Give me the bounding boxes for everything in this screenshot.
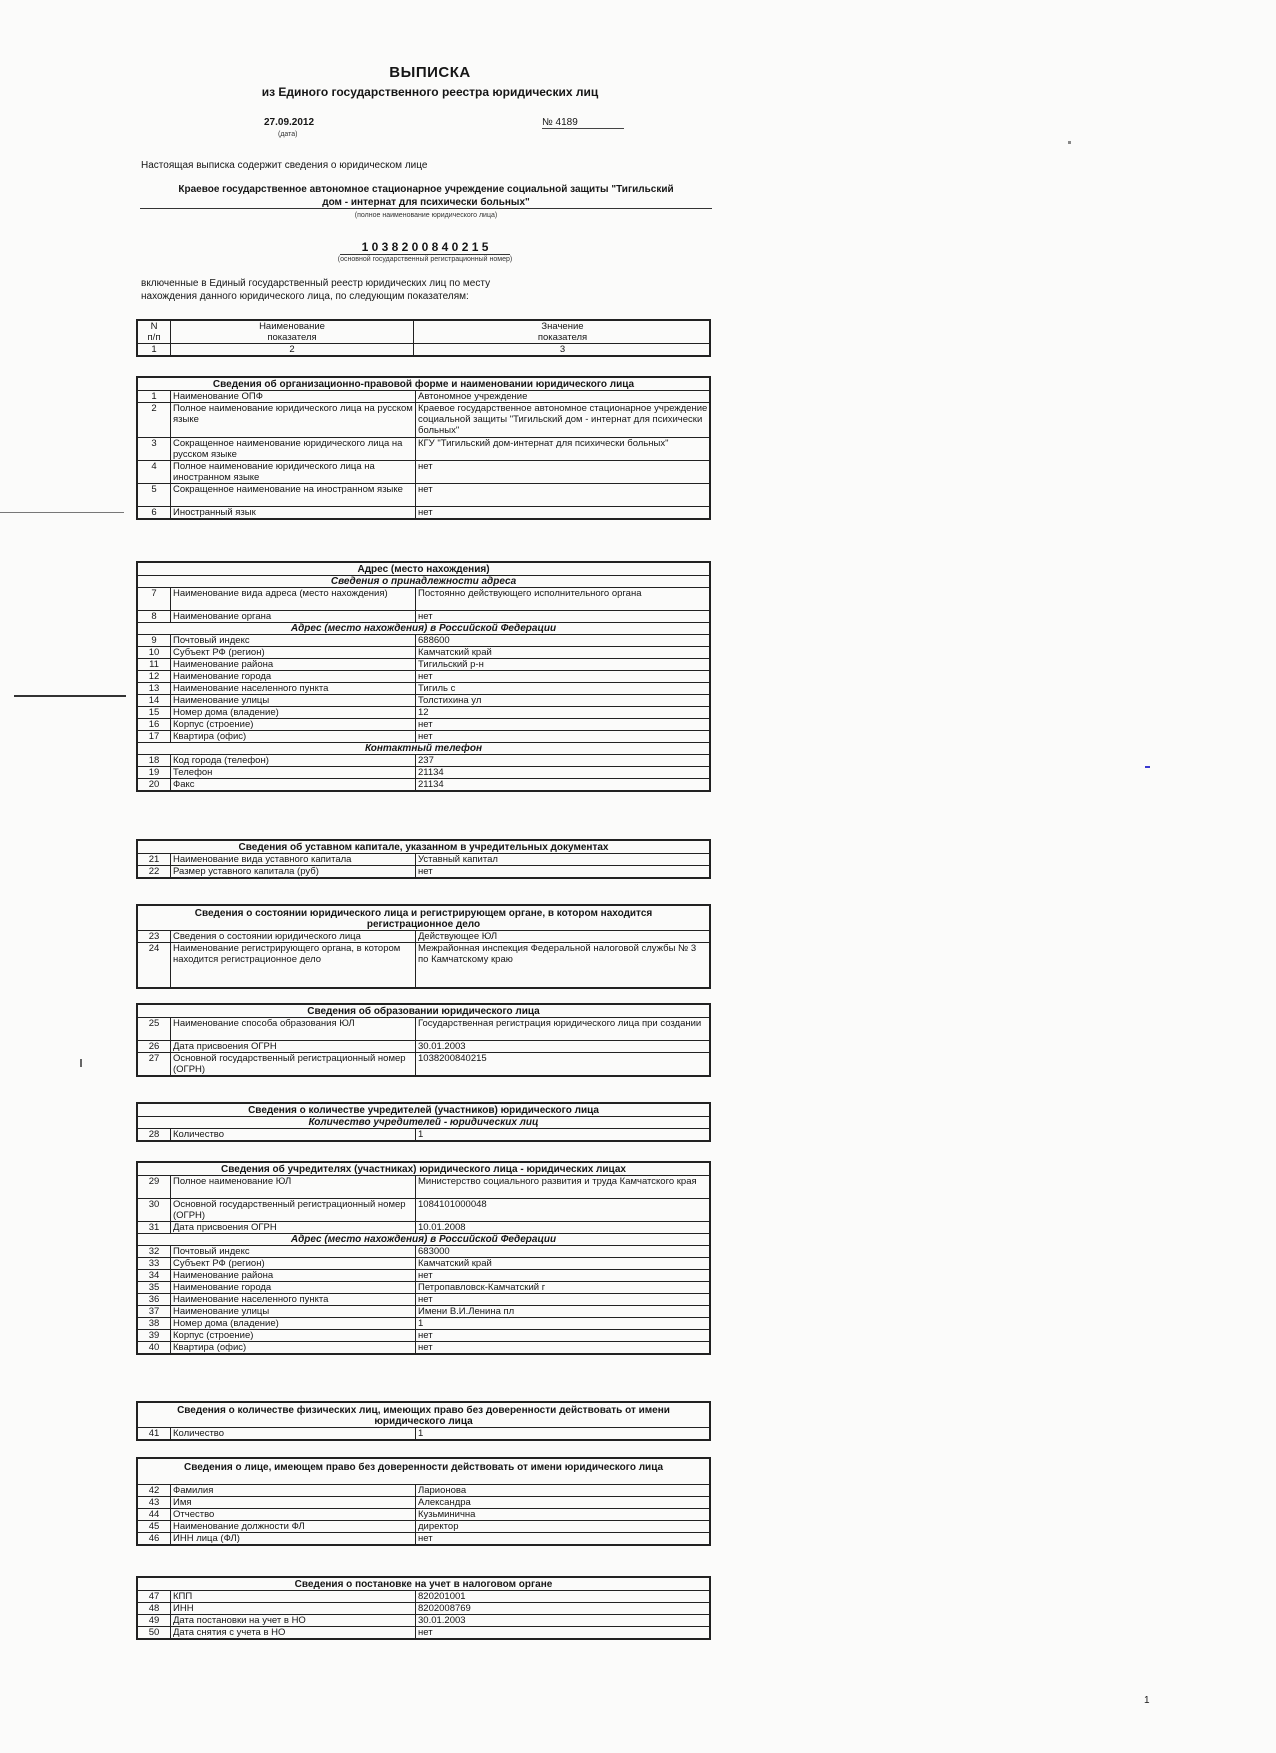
ogrn-caption: (основной государственный регистрационный номер) [337,256,513,263]
row-indicator-value: нет [418,461,433,472]
row-indicator-name: Дата присвоения ОГРН [171,1222,416,1233]
row-indicator-value: Автономное учреждение [418,391,528,402]
row-indicator-value: Межрайонная инспекция Федеральной налоговой службы № 3 по Камчатскому краю [418,943,697,965]
table-row [138,611,709,623]
row-indicator-name: Основной государственный регистрационный номер (ОГРН) [171,1199,416,1221]
row-number: 5 [138,484,171,506]
row-indicator-value: 8202008769 [418,1603,471,1614]
scan-dot [1145,766,1150,768]
section-org-form [136,376,711,520]
table-row [138,1318,709,1330]
row-indicator-value: 683000 [418,1246,450,1257]
row-indicator-name: Наименование района [171,1270,416,1281]
table-row [138,767,709,779]
document-subtitle: из Единого государственного реестра юридических лиц [261,85,599,99]
table-row [138,403,709,438]
row-number: 25 [138,1018,171,1040]
document-title: ВЫПИСКА [389,64,471,81]
row-indicator-name: Полное наименование юридического лица на иностранном языке [171,461,416,483]
row-number: 23 [138,931,171,942]
table-row [138,1199,709,1222]
row-indicator-value: 820201001 [418,1591,466,1602]
row-number: 38 [138,1318,171,1329]
row-indicator-value: 1 [418,1428,424,1439]
row-number: 24 [138,943,171,987]
table-row [138,1053,709,1075]
row-number: 37 [138,1306,171,1317]
row-indicator-value: 21134 [418,779,444,790]
section-subheader: Контактный телефон [138,743,709,755]
row-indicator-value: директор [418,1521,459,1532]
row-indicator-value: Александра [418,1497,471,1508]
row-indicator-name: Корпус (строение) [171,1330,416,1341]
row-number: 44 [138,1509,171,1520]
table-row [138,866,709,877]
row-indicator-name: Наименование улицы [171,1306,416,1317]
row-indicator-name: Иностранный язык [171,507,416,518]
row-indicator-name: Наименование регистрирующего органа, в котором находится регистрационное дело [171,943,416,987]
section-founders [136,1161,711,1355]
row-indicator-name: Почтовый индекс [171,635,416,646]
row-number: 26 [138,1041,171,1052]
row-number: 18 [138,755,171,766]
row-indicator-name: Субъект РФ (регион) [171,647,416,658]
section-subheader: Адрес (место нахождения) в Российской Федерации [138,1234,709,1246]
row-number: 9 [138,635,171,646]
row-indicator-value: 21134 [418,767,444,778]
row-number: 35 [138,1282,171,1293]
table-row [138,1306,709,1318]
row-indicator-value: нет [418,484,433,495]
table-row [138,1176,709,1199]
extract-date: 27.09.2012 [264,117,315,128]
table-row [138,1533,709,1544]
col-name-header: Наименование показателя [171,321,414,343]
table-row [138,1627,709,1638]
scan-line [0,512,124,513]
row-number: 7 [138,588,171,610]
table-row [138,1497,709,1509]
row-number: 45 [138,1521,171,1532]
row-number: 6 [138,507,171,518]
row-indicator-value: Камчатский край [418,647,492,658]
row-indicator-value: 12 [418,707,429,718]
row-number: 27 [138,1053,171,1075]
row-indicator-name: Количество [171,1428,416,1439]
section-header: Адрес (место нахождения) [138,563,709,576]
row-indicator-name: Размер уставного капитала (руб) [171,866,416,877]
section-header: Сведения об образовании юридического лица [138,1005,709,1018]
section-header: Сведения о постановке на учет в налоговом органе [138,1578,709,1591]
row-indicator-value: нет [418,1627,433,1638]
row-number: 29 [138,1176,171,1198]
row-indicator-value: 1084101000048 [418,1199,487,1210]
row-number: 46 [138,1533,171,1544]
table-row [138,635,709,647]
section-representative [136,1457,711,1546]
table-row [138,647,709,659]
row-indicator-value: КГУ "Тигильский дом-интернат для психически больных" [418,438,669,449]
row-number: 21 [138,854,171,865]
row-indicator-value: Тигильский р-н [418,659,484,670]
org-full-name-line2: дом - интернат для психически больных" [140,197,712,209]
row-number: 11 [138,659,171,670]
table-row [138,1330,709,1342]
row-indicator-name: Наименование способа образования ЮЛ [171,1018,416,1040]
row-indicator-name: Отчество [171,1509,416,1520]
row-indicator-name: Сведения о состоянии юридического лица [171,931,416,942]
section-subheader: Сведения о принадлежности адреса [138,576,709,588]
row-number: 3 [138,438,171,460]
row-number: 19 [138,767,171,778]
row-number: 28 [138,1129,171,1140]
row-indicator-name: Наименование вида уставного капитала [171,854,416,865]
row-number: 1 [138,391,171,402]
column-header-table [136,319,711,357]
row-indicator-value: Действующее ЮЛ [418,931,498,942]
table-row [138,438,709,461]
row-indicator-name: Наименование улицы [171,695,416,706]
row-number: 10 [138,647,171,658]
row-indicator-name: Квартира (офис) [171,731,416,742]
row-indicator-name: Субъект РФ (регион) [171,1258,416,1269]
row-number: 39 [138,1330,171,1341]
table-row [138,943,709,987]
section-founders-count [136,1102,711,1142]
row-indicator-name: Наименование должности ФЛ [171,1521,416,1532]
section-header: Сведения о количестве учредителей (участников) юридического лица [138,1104,709,1117]
row-indicator-name: Сокращенное наименование юридического лица на русском языке [171,438,416,460]
intro-text: Настоящая выписка содержит сведения о юридическом лице [141,160,428,171]
row-indicator-value: Постоянно действующего исполнительного органа [418,588,642,599]
page-number: 1 [1144,1695,1150,1706]
row-number: 36 [138,1294,171,1305]
included-text-line1: включенные в Единый государственный реестр юридических лиц по месту [141,278,491,289]
row-indicator-name: ИНН [171,1603,416,1614]
org-name-caption: (полное наименование юридического лица) [354,212,498,219]
section-representatives-count [136,1401,711,1441]
col-index-2: 2 [171,344,414,355]
table-row [138,461,709,484]
row-indicator-value: Петропавловск-Камчатский г [418,1282,546,1293]
table-row [138,1294,709,1306]
table-row [138,695,709,707]
row-indicator-name: Телефон [171,767,416,778]
row-indicator-name: Полное наименование юридического лица на русском языке [171,403,416,437]
row-indicator-value: Ларионова [418,1485,467,1496]
row-number: 50 [138,1627,171,1638]
row-indicator-value: нет [418,611,433,622]
table-row [138,391,709,403]
row-indicator-name: Полное наименование ЮЛ [171,1176,416,1198]
row-indicator-value: 688600 [418,635,450,646]
row-indicator-value: Уставный капитал [418,854,498,865]
row-indicator-name: Наименование города [171,671,416,682]
row-indicator-name: Дата присвоения ОГРН [171,1041,416,1052]
row-indicator-value: 30.01.2003 [418,1615,466,1626]
table-row [138,1615,709,1627]
row-number: 2 [138,403,171,437]
row-number: 8 [138,611,171,622]
table-row [138,671,709,683]
row-number: 12 [138,671,171,682]
row-number: 34 [138,1270,171,1281]
row-indicator-name: Наименование района [171,659,416,670]
org-full-name-line1: Краевое государственное автономное стационарное учреждение социальной защиты "Тигильский [178,184,674,195]
row-number: 49 [138,1615,171,1626]
ogrn-number: 1 0 3 8 2 0 0 8 4 0 2 1 5 [340,240,510,255]
table-row [138,1521,709,1533]
date-caption: (дата) [278,131,298,138]
table-row [138,683,709,695]
table-row [138,1041,709,1053]
extract-number [542,117,624,129]
row-indicator-value: 10.01.2008 [418,1222,466,1233]
row-indicator-name: Наименование населенного пункта [171,1294,416,1305]
row-indicator-value: Кузьминична [418,1509,476,1520]
row-indicator-value: Толстихина ул [418,695,482,706]
table-row [138,1129,709,1140]
section-address [136,561,711,792]
row-indicator-name: Наименование вида адреса (место нахождения) [171,588,416,610]
table-row [138,1282,709,1294]
section-header: Сведения об уставном капитале, указанном в учредительных документах [138,841,709,854]
row-number: 30 [138,1199,171,1221]
row-number: 40 [138,1342,171,1353]
row-indicator-name: Наименование органа [171,611,416,622]
row-number: 43 [138,1497,171,1508]
table-row [138,1485,709,1497]
table-row [138,659,709,671]
row-number: 31 [138,1222,171,1233]
table-row [138,1603,709,1615]
row-indicator-name: Количество [171,1129,416,1140]
row-indicator-name: Наименование города [171,1282,416,1293]
col-index-1: 1 [138,344,171,355]
table-row [138,1018,709,1041]
table-row [138,731,709,743]
row-indicator-value: Имени В.И.Ленина пл [418,1306,515,1317]
row-number: 4 [138,461,171,483]
row-indicator-name: Основной государственный регистрационный номер (ОГРН) [171,1053,416,1075]
table-row [138,344,709,355]
row-indicator-name: Дата снятия с учета в НО [171,1627,416,1638]
row-indicator-name: Наименование населенного пункта [171,683,416,694]
row-number: 17 [138,731,171,742]
section-status-registrar [136,904,711,989]
section-header: Сведения о состоянии юридического лица и регистрирующем органе, в котором находится регистрационное дело [138,906,709,931]
table-row [138,1591,709,1603]
row-indicator-name: ИНН лица (ФЛ) [171,1533,416,1544]
section-header: Сведения об организационно-правовой форме и наименовании юридического лица [138,378,709,391]
row-number: 32 [138,1246,171,1257]
section-formation [136,1003,711,1077]
included-text-line2: нахождения данного юридического лица, по следующим показателям: [141,291,469,302]
section-header: Сведения о количестве физических лиц, имеющих право без доверенности действовать от имени юридического лица [138,1403,709,1428]
row-indicator-value: нет [418,1294,433,1305]
row-indicator-name: Номер дома (владение) [171,707,416,718]
scan-dot [1068,141,1071,144]
row-number: 42 [138,1485,171,1496]
row-indicator-value: нет [418,866,433,877]
number-label: № [542,117,553,128]
row-number: 20 [138,779,171,790]
row-indicator-value: Министерство социального развития и труда Камчатского края [418,1176,697,1187]
table-row [138,1342,709,1353]
row-indicator-value: Краевое государственное автономное стационарное учреждение социальной защиты "Тигильский дом - интернат для психически больных" [418,403,708,436]
row-indicator-name: Дата постановки на учет в НО [171,1615,416,1626]
row-number: 47 [138,1591,171,1602]
col-value-header: Значение показателя [537,321,588,343]
row-indicator-name: КПП [171,1591,416,1602]
col-number-header: N п/п [138,321,171,343]
section-charter-capital [136,839,711,879]
row-indicator-value: нет [418,719,433,730]
row-indicator-value: Государственная регистрация юридического лица при создании [418,1018,702,1029]
table-row [138,1222,709,1234]
row-indicator-value: нет [418,1270,433,1281]
table-row [138,779,709,790]
section-header: Сведения об учредителях (участниках) юридического лица - юридических лицах [138,1163,709,1176]
section-subheader: Адрес (место нахождения) в Российской Федерации [138,623,709,635]
row-number: 33 [138,1258,171,1269]
row-number: 41 [138,1428,171,1439]
table-row [138,719,709,731]
row-number: 48 [138,1603,171,1614]
row-indicator-name: Фамилия [171,1485,416,1496]
scan-line [14,695,126,697]
table-row [138,755,709,767]
row-indicator-value: нет [418,671,433,682]
table-row [138,1258,709,1270]
section-subheader: Количество учредителей - юридических лиц [138,1117,709,1129]
table-row [138,1428,709,1439]
row-indicator-value: нет [418,1330,433,1341]
col-index-3: 3 [559,344,566,355]
row-indicator-value: 30.01.2003 [418,1041,466,1052]
row-indicator-name: Факс [171,779,416,790]
table-row [138,1270,709,1282]
row-indicator-name: Имя [171,1497,416,1508]
row-indicator-value: нет [418,507,433,518]
row-indicator-name: Номер дома (владение) [171,1318,416,1329]
row-indicator-name: Сокращенное наименование на иностранном языке [171,484,416,506]
section-tax-registration [136,1576,711,1640]
row-indicator-value: нет [418,731,433,742]
row-number: 16 [138,719,171,730]
number-value: 4189 [555,117,578,128]
row-indicator-value: нет [418,1342,433,1353]
table-row [138,321,709,344]
table-row [138,484,709,507]
row-indicator-name: Код города (телефон) [171,755,416,766]
row-indicator-value: нет [418,1533,433,1544]
row-indicator-name: Корпус (строение) [171,719,416,730]
row-indicator-value: 237 [418,755,434,766]
row-number: 13 [138,683,171,694]
row-indicator-name: Наименование ОПФ [171,391,416,402]
row-indicator-name: Квартира (офис) [171,1342,416,1353]
row-number: 22 [138,866,171,877]
table-row [138,507,709,518]
row-indicator-name: Почтовый индекс [171,1246,416,1257]
row-indicator-value: Камчатский край [418,1258,492,1269]
row-indicator-value: 1 [418,1318,424,1329]
row-indicator-value: 1038200840215 [418,1053,487,1064]
table-row [138,1246,709,1258]
table-row [138,1509,709,1521]
row-number: 14 [138,695,171,706]
row-number: 15 [138,707,171,718]
table-row [138,707,709,719]
table-row [138,588,709,611]
table-row [138,854,709,866]
row-indicator-value: 1 [418,1129,424,1140]
table-row [138,931,709,943]
scan-dot [80,1059,82,1067]
row-indicator-value: Тигиль с [418,683,456,694]
section-header: Сведения о лице, имеющем право без доверенности действовать от имени юридического лица [138,1459,709,1485]
